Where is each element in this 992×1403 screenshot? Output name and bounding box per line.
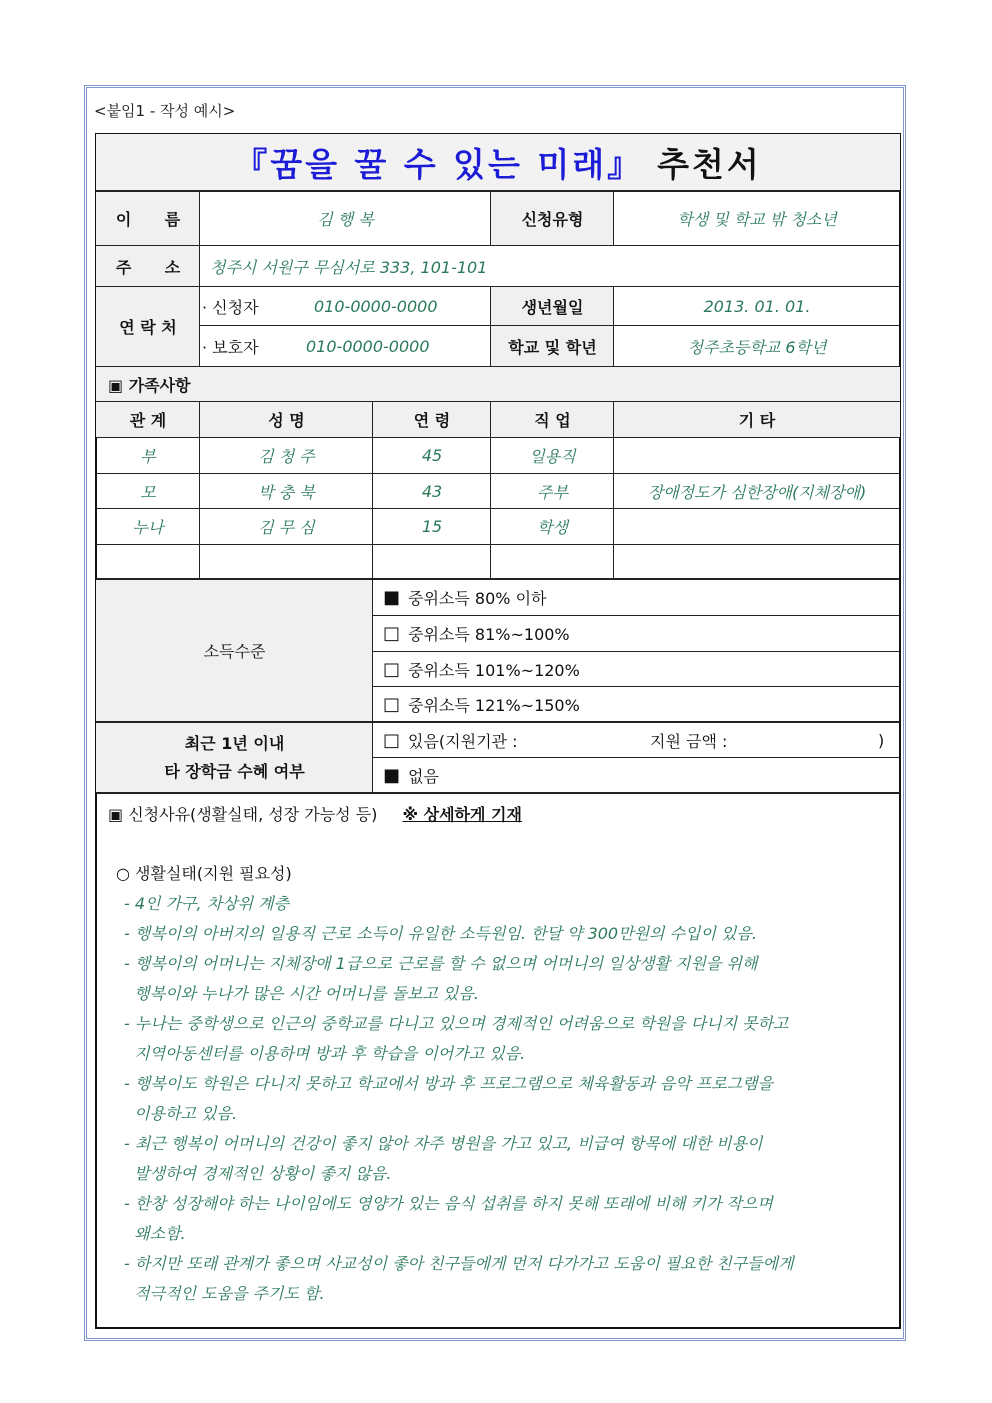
scholarship-label-line2: 타 장학금 수혜 여부 (164, 761, 305, 781)
reason-line-4: 행복이와 누나가 많은 시간 어머니를 돌보고 있음. (124, 984, 479, 1003)
reason-line-13: - 하지만 또래 관계가 좋으며 사교성이 좋아 친구들에게 먼저 다가가고 도움이 필요한 친구들에게 (124, 1254, 794, 1273)
family-row-4-etc (614, 545, 900, 578)
birth-value: 2013. 01. 01. (703, 296, 811, 316)
family-row-3-etc (614, 509, 900, 544)
reason-line-14: 적극적인 도움을 주기도 함. (124, 1284, 325, 1303)
family-row-2-name: 박 충 북 (258, 482, 315, 502)
type-value: 학생 및 학교 밖 청소년 (677, 209, 837, 229)
family-row-3-name: 김 무 심 (258, 518, 315, 537)
family-header-name: 성 명 (268, 411, 305, 430)
family-row-1-job: 일용직 (529, 447, 576, 466)
form-title (96, 134, 900, 190)
income-option-4-text: 중위소득 121%~150% (408, 695, 580, 715)
reason-line-9: - 최근 행복이 어머니의 건강이 좋지 않아 자주 병원을 가고 있고, 비급여 항목에 대한 비용이 (124, 1134, 763, 1153)
scholarship-yes-text: 있음(지원기관 : (408, 731, 518, 751)
income-option-1-text: 중위소득 80% 이하 (408, 589, 547, 608)
name-value: 김 행 복 (317, 209, 374, 229)
income-option-1-checkbox[interactable]: ■ (383, 587, 401, 608)
scholarship-amount-text: 지원 금액 : (650, 731, 728, 751)
scholarship-no-row[interactable] (383, 758, 883, 792)
reason-line-1: - 4인 가구, 차상위 계층 (124, 894, 290, 913)
income-option-2[interactable] (383, 616, 883, 651)
birth-label: 생년월일 (521, 297, 584, 317)
reason-line-3: - 행복이의 어머니는 지체장애 1급으로 근로를 할 수 없으며 어머니의 일상생활 지원을 위해 (124, 954, 758, 973)
family-header-relation: 관 계 (129, 411, 167, 430)
scholarship-yes-checkbox[interactable]: □ (383, 729, 401, 751)
family-row-2-etc: 장애정도가 심한장애(지체장애) (647, 482, 867, 502)
reason-line-10: 발생하여 경제적인 상황이 좋지 않음. (124, 1164, 392, 1183)
school-label: 학교 및 학년 (508, 337, 597, 357)
guardian-phone: 010-0000-0000 (306, 336, 430, 356)
family-section-label: ▣ 가족사항 (108, 375, 191, 395)
reason-line-5: - 누나는 중학생으로 인근의 중학교를 다니고 있으며 경제적인 어려움으로 학원을 다니지 못하고 (124, 1014, 789, 1033)
reason-line-7: - 행복이도 학원은 다니지 못하고 학교에서 방과 후 프로그램으로 체육활동과 음악 프로그램을 (124, 1074, 774, 1093)
family-header-etc: 기 타 (738, 411, 776, 430)
applicant-phone-label: · 신청자 (202, 297, 259, 317)
scholarship-label-line1: 최근 1년 이내 (184, 733, 285, 753)
title-quoted: 『꿈을 꿀 수 있는 미래』 (234, 144, 644, 184)
family-row-3-relation: 누나 (132, 518, 164, 537)
family-header-job: 직 업 (534, 411, 571, 430)
guardian-phone-label: · 보호자 (202, 337, 259, 357)
income-option-3-checkbox[interactable]: □ (383, 658, 401, 680)
reason-note: ※ 상세하게 기재 (402, 805, 522, 824)
income-option-3-text: 중위소득 101%~120% (408, 660, 580, 680)
income-option-3[interactable] (383, 652, 883, 686)
scholarship-close-paren: ) (878, 730, 885, 750)
reason-line-6: 지역아동센터를 이용하며 방과 후 학습을 이어가고 있음. (124, 1044, 526, 1063)
title-suffix: 추천서 (657, 144, 762, 184)
reason-line-2: - 행복이의 아버지의 일용직 근로 소득이 유일한 소득원임. 한달 약 300만원의 수입이 있음. (124, 924, 758, 943)
family-row-3-age: 15 (421, 517, 443, 536)
contact-label: 연 락 처 (119, 318, 177, 337)
reason-heading-row (108, 802, 522, 825)
family-row-1-relation: 부 (140, 447, 156, 466)
family-header-age: 연 령 (413, 411, 451, 430)
scholarship-no-text: 없음 (408, 766, 439, 786)
reason-line-8: 이용하고 있음. (124, 1104, 238, 1123)
annex-label: <붙임1 - 작성 예시> (94, 102, 236, 120)
family-row-4-job (491, 545, 614, 578)
income-option-2-checkbox[interactable]: □ (383, 623, 401, 644)
reason-subheading: ○ 생활실태(지원 필요성) (116, 864, 292, 883)
reason-heading: ▣ 신청사유(생활실태, 성장 가능성 등) (108, 805, 378, 824)
address-value: 청주시 서원구 무심서로 333, 101-101 (210, 257, 488, 277)
scholarship-yes-row[interactable] (383, 723, 893, 757)
address-label: 주 소 (115, 257, 181, 277)
income-option-4-checkbox[interactable]: □ (383, 693, 401, 715)
reason-line-11: - 한창 성장해야 하는 나이임에도 영양가 있는 음식 섭취를 하지 못해 또래에 비해 키가 작으며 (124, 1194, 773, 1213)
family-row-4-relation (96, 545, 200, 578)
scholarship-no-checkbox[interactable]: ■ (383, 764, 401, 786)
family-row-2-relation: 모 (140, 482, 156, 502)
reason-line-12: 왜소함. (124, 1224, 186, 1243)
family-row-1-name: 김 청 주 (258, 447, 315, 466)
income-label: 소득수준 (203, 642, 266, 661)
income-option-1[interactable] (383, 580, 883, 615)
applicant-phone: 010-0000-0000 (314, 296, 438, 316)
income-option-2-text: 중위소득 81%~100% (408, 625, 570, 644)
family-row-3-job: 학생 (537, 518, 568, 537)
family-row-4-name (200, 545, 373, 578)
scholarship-label (96, 723, 373, 792)
family-row-1-age: 45 (421, 446, 443, 465)
income-option-4[interactable] (383, 687, 883, 721)
type-label: 신청유형 (521, 209, 584, 229)
name-label: 이 름 (115, 209, 181, 229)
family-row-4-age (373, 545, 491, 578)
family-row-2-job: 주부 (537, 482, 568, 502)
family-row-1-etc (614, 438, 900, 473)
school-value: 청주초등학교 6학년 (687, 337, 827, 357)
family-row-2-age: 43 (421, 481, 443, 501)
